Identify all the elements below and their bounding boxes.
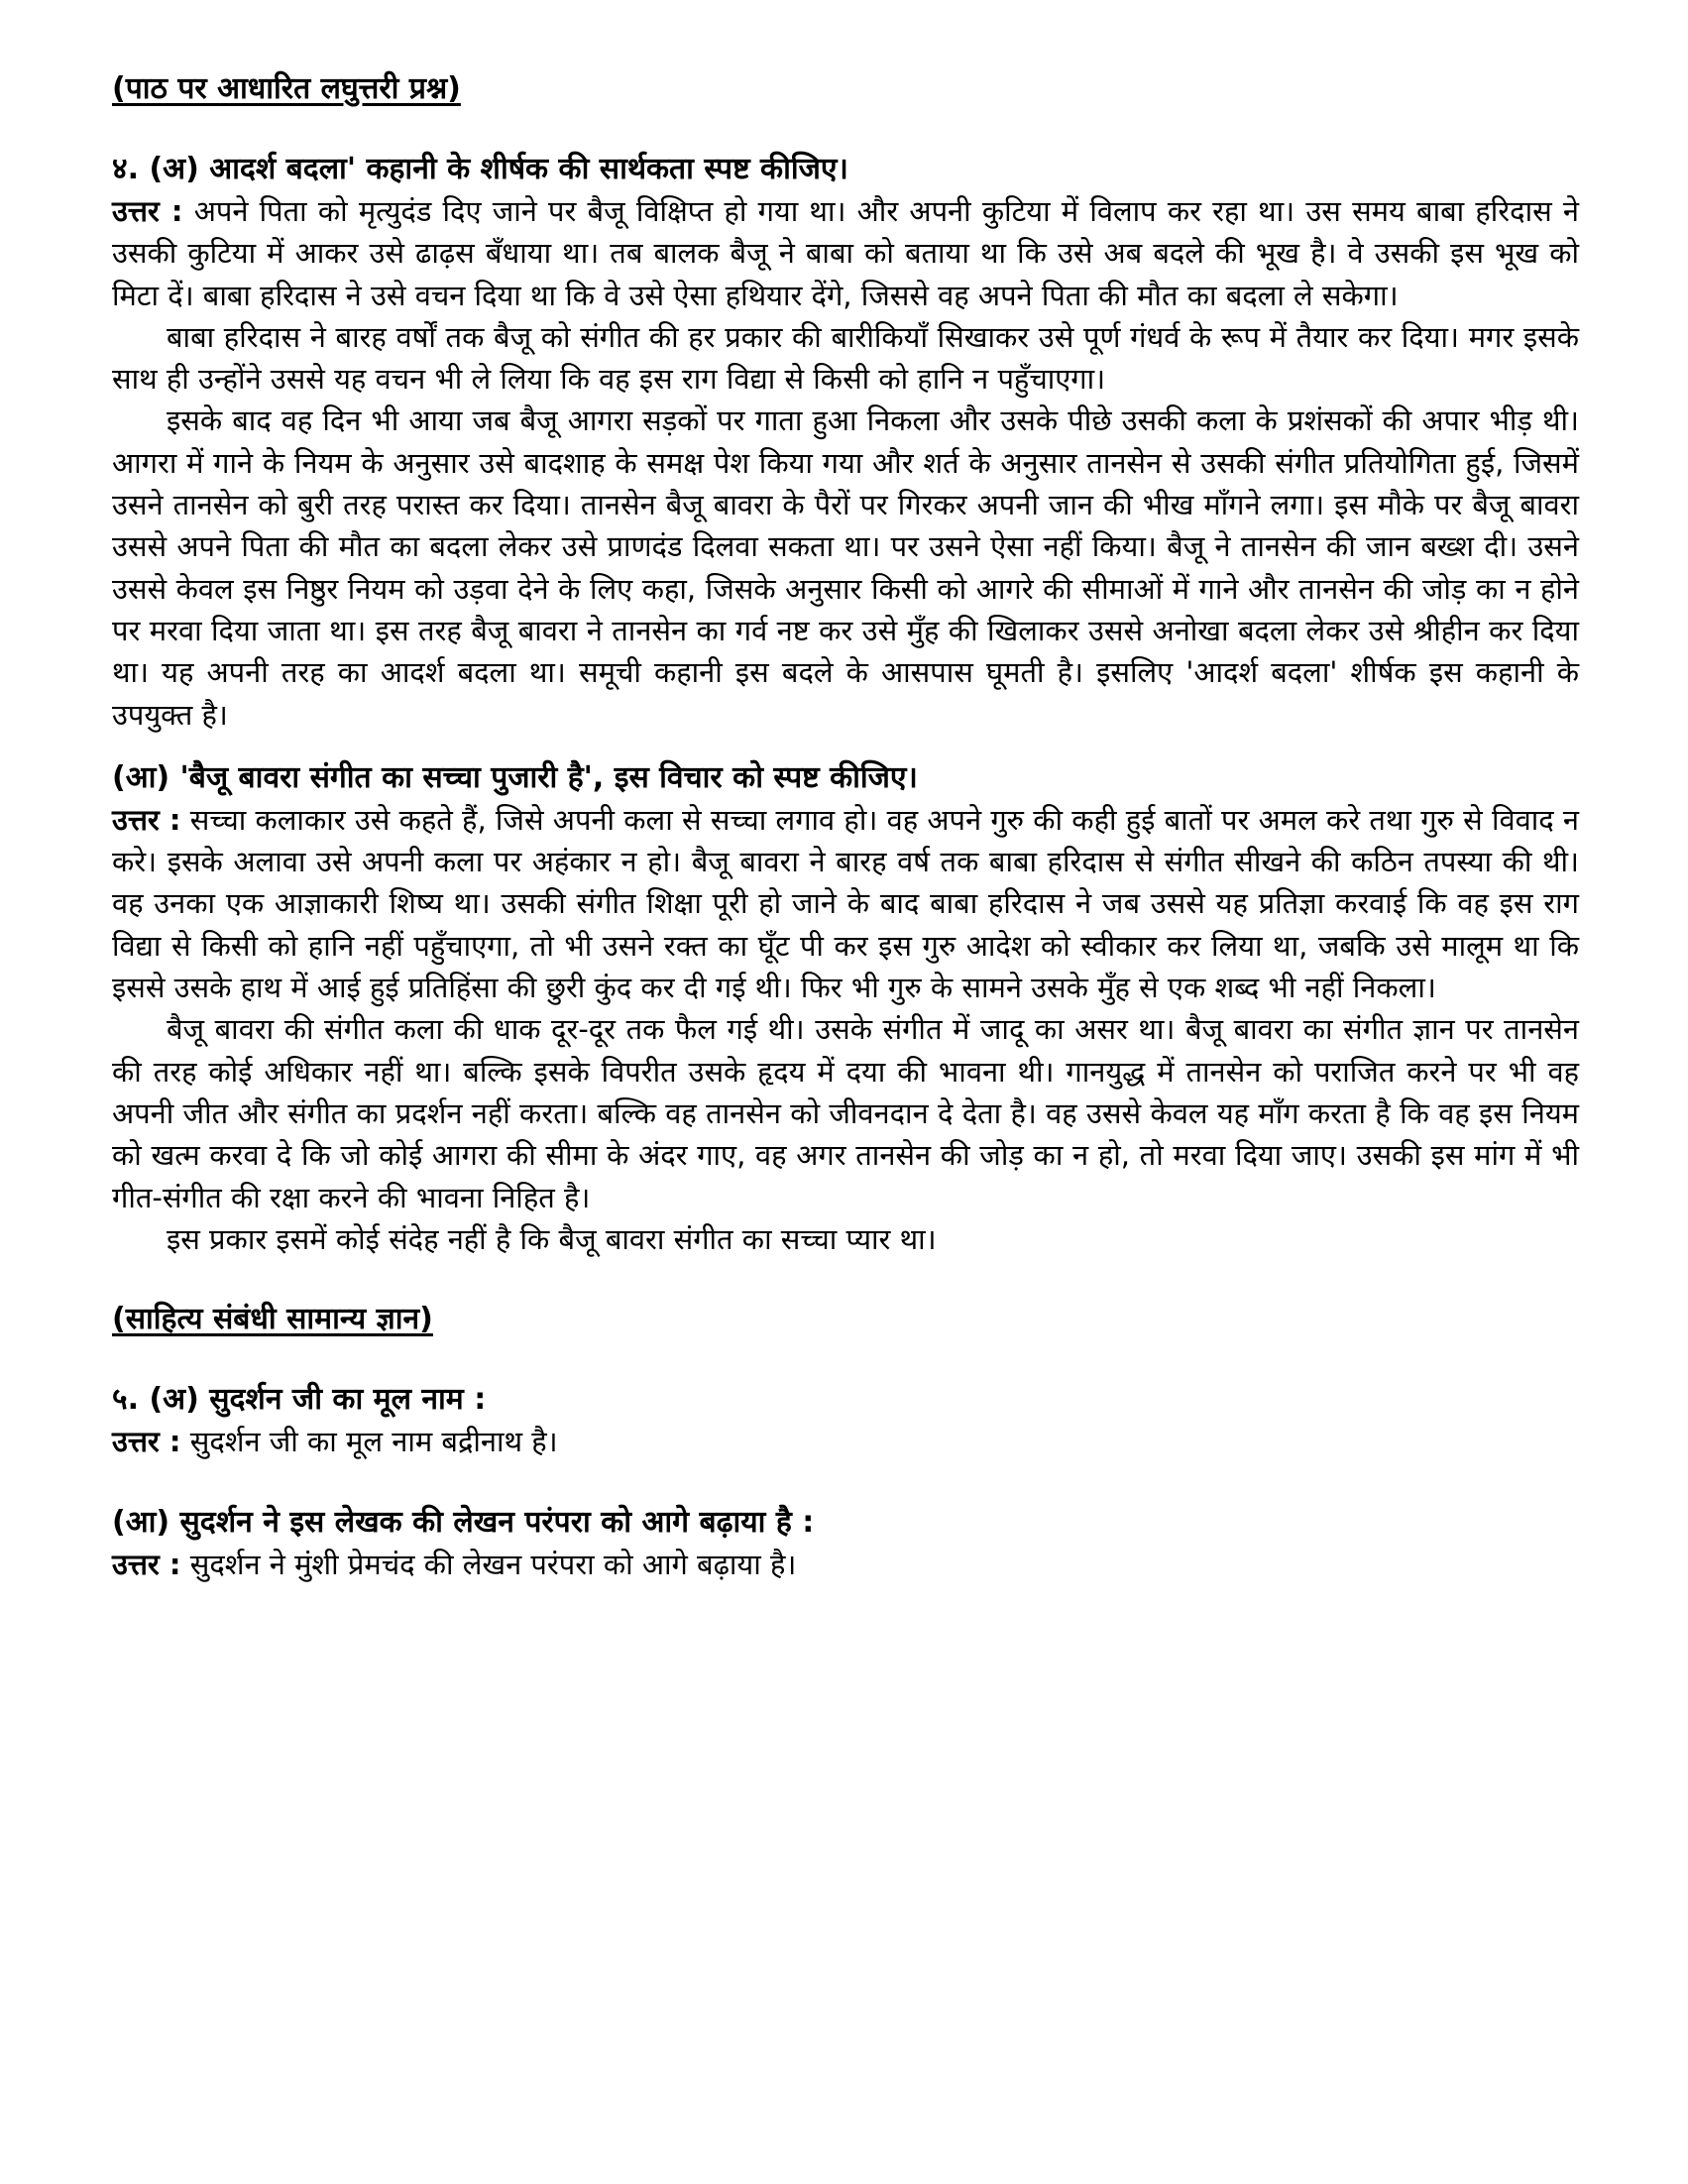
question-5a: ५. (अ) सुदर्शन जी का मूल नाम : — [112, 1382, 487, 1418]
answer-5a — [112, 1421, 1579, 1462]
section-heading-literature-general-knowledge: (साहित्य संबंधी सामान्य ज्ञान) — [112, 1302, 433, 1337]
answer-4a-paragraph-1 — [112, 190, 1579, 316]
answer-label: उत्तर : — [112, 802, 181, 837]
answer-4a-paragraph-3: इसके बाद वह दिन भी आया जब बैजू आगरा सड़कों पर गाता हुआ निकला और उसके पीछे उसकी कला के प्रशंसकों की अपार भीड़ थी। आगरा में गाने के नियम के अनुसार उसे बादशाह के समक्ष पेश किया गया और शर्त के अनुसार तानसेन से उसकी संगीत प्रतियोगिता हुई, जिसमें उसने तानसेन को बुरी तरह परास्त कर दिया। तानसेन बैजू बावरा के पैरों पर गिरकर अपनी जान की भीख माँगने लगा। इस मौके पर बैजू बावरा उससे अपने पिता की मौत का बदला लेकर उसे प्राणदंड दिलवा सकता था। पर उसने ऐसा नहीं किया। बैजू ने तानसेन की जान बख्श दी। उसने उससे केवल इस निष्ठुर नियम को उड़वा देने के लिए कहा, जिसके अनुसार किसी को आगरे की सीमाओं में गाने और तानसेन की जोड़ का न होने पर मरवा दिया जाता था। इस तरह बैजू बावरा ने तानसेन का गर्व नष्ट कर उसे मुँह की खिलाकर उससे अनोखा बदला लेकर उसे श्रीहीन कर दिया था। यह अपनी तरह का आदर्श बदला था। समूची कहानी इस बदले के आसपास घूमती है। इसलिए 'आदर्श बदला' शीर्षक इस कहानी के उपयुक्त है। — [112, 403, 1579, 732]
question-5a-block — [112, 1379, 1579, 1462]
question-4a: ४. (अ) आदर्श बदला' कहानी के शीर्षक की सार्थकता स्पष्ट कीजिए। — [112, 152, 848, 186]
answer-text: सच्चा कलाकार उसे कहते हैं, जिसे अपनी कला से सच्चा लगाव हो। वह अपने गुरु की कही हुई बातों पर अमल करे तथा गुरु से विवाद न करे। इसके अलावा उसे अपनी कला पर अहंकार न हो। बैजू बावरा ने बारह वर्ष तक बाबा हरिदास से संगीत सीखने की कठिन तपस्या की थी। वह उनका एक आज्ञाकारी शिष्य था। उसकी संगीत शिक्षा पूरी हो जाने के बाद बाबा हरिदास ने जब उससे यह प्रतिज्ञा करवाई कि वह इस राग विद्या से किसी को हानि नहीं पहुँचाएगा, तो भी उसने रक्त का घूँट पी कर इस गुरु आदेश को स्वीकार कर लिया था, जबकि उसे मालूम था कि इससे उसके हाथ में आई हुई प्रतिहिंसा की छुरी कुंद कर दी गई थी। फिर भी गुरु के सामने उसके मुँह से एक शब्द भी नहीं निकला। — [112, 802, 1579, 1005]
answer-4b-paragraph-2: बैजू बावरा की संगीत कला की धाक दूर-दूर तक फैल गई थी। उसके संगीत में जादू का असर था। बैजू बावरा का संगीत ज्ञान पर तानसेन की तरह कोई अधिकार नहीं था। बल्कि इसके विपरीत उसके हृदय में दया की भावना थी। गानयुद्ध में तानसेन को पराजित करने पर भी वह अपनी जीत और संगीत का प्रदर्शन नहीं करता। बल्कि वह तानसेन को जीवनदान दे देता है। वह उससे केवल यह माँग करता है कि वह इस नियम को खत्म करवा दे कि जो कोई आगरा की सीमा के अंदर गाए, वह अगर तानसेन की जोड़ का न हो, तो मरवा दिया जाए। उसकी इस मांग में भी गीत-संगीत की रक्षा करने की भावना निहित है। — [112, 1012, 1579, 1214]
answer-text: अपने पिता को मृत्युदंड दिए जाने पर बैजू विक्षिप्त हो गया था। और अपनी कुटिया में विलाप कर रहा था। उस समय बाबा हरिदास ने उसकी कुटिया में आकर उसे ढाढ़स बँधाया था। तब बालक बैजू ने बाबा को बताया था कि उसे अब बदले की भूख है। वे उसकी इस भूख को मिटा दें। बाबा हरिदास ने उसे वचन दिया था कि वे उसे ऐसा हथियार देंगे, जिससे वह अपने पिता की मौत का बदला ले सकेगा। — [112, 194, 1579, 312]
document-page — [112, 69, 1579, 1608]
answer-label: उत्तर : — [112, 1548, 181, 1582]
question-5b: (आ) सुदर्शन ने इस लेखक की लेखन परंपरा को आगे बढ़ाया है : — [112, 1505, 815, 1541]
question-4b: (आ) 'बैजू बावरा संगीत का सच्चा पुजारी है', इस विचार को स्पष्ट कीजिए। — [112, 759, 918, 795]
answer-label: उत्तर : — [112, 194, 183, 228]
answer-text: सुदर्शन ने मुंशी प्रेमचंद की लेखन परंपरा को आगे बढ़ाया है। — [180, 1548, 797, 1582]
question-5b-block — [112, 1502, 1579, 1585]
answer-text: सुदर्शन जी का मूल नाम बद्रीनाथ है। — [180, 1425, 558, 1459]
answer-5b — [112, 1544, 1579, 1585]
section-heading-short-answer-questions: (पाठ पर आधारित लघुत्तरी प्रश्न) — [112, 71, 461, 106]
answer-4b-paragraph-3: इस प्रकार इसमें कोई संदेह नहीं है कि बैजू बावरा संगीत का सच्चा प्यार था। — [167, 1221, 937, 1256]
answer-label: उत्तर : — [112, 1425, 181, 1459]
answer-4a-paragraph-2: बाबा हरिदास ने बारह वर्षों तक बैजू को संगीत की हर प्रकार की बारीकियाँ सिखाकर उसे पूर्ण गंधर्व के रूप में तैयार कर दिया। मगर इसके साथ ही उन्होंने उससे यह वचन भी ले लिया कि वह इस राग विद्या से किसी को हानि न पहुँचाएगा। — [112, 319, 1579, 397]
answer-4b-paragraph-1 — [112, 799, 1579, 1008]
question-4a-block — [112, 149, 1579, 736]
question-4b-block — [112, 757, 1579, 1260]
